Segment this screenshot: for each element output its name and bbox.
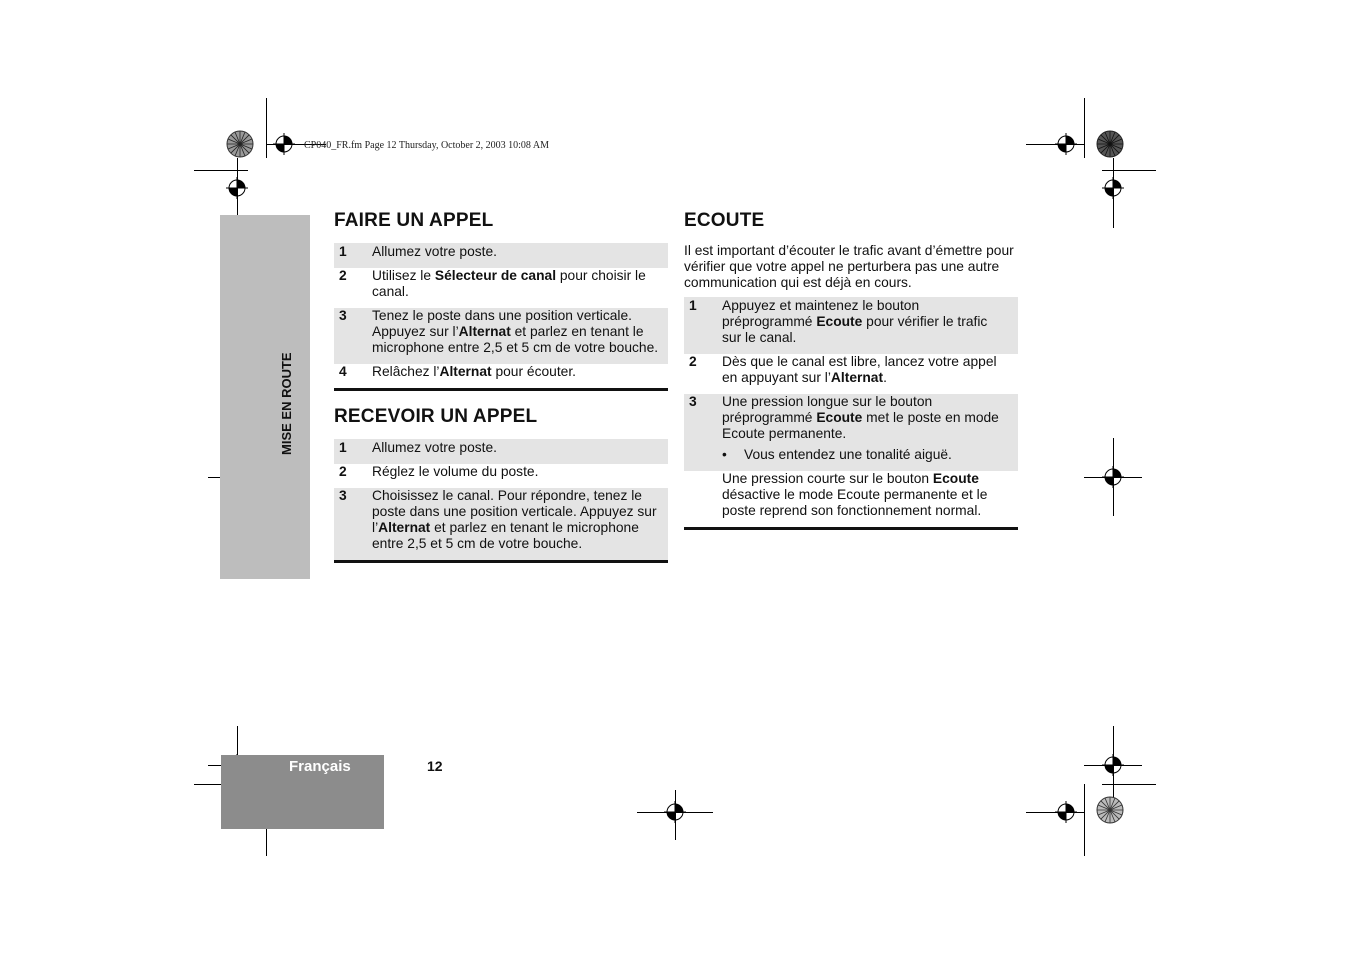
step-number: 3	[339, 488, 347, 503]
step-number: 1	[339, 244, 347, 259]
step-row	[334, 439, 668, 464]
side-tab	[220, 215, 310, 579]
crosshair-icon	[226, 177, 248, 199]
step-row	[334, 464, 668, 488]
steps-faire	[334, 243, 668, 391]
step-text: Réglez le volume du poste.	[372, 464, 539, 479]
bullet-mark: •	[722, 447, 727, 462]
step-number: 3	[689, 394, 697, 409]
step-row	[684, 394, 1018, 471]
step-row	[334, 364, 668, 388]
step-row	[334, 488, 668, 560]
crosshair-icon	[1055, 801, 1077, 823]
crosshair-icon	[1102, 466, 1124, 488]
step-text: Une pression courte sur le bouton Ecoute désactive le mode Ecoute permanente et le poste reprend son fonctionnement normal.	[722, 471, 988, 518]
step-text: Allumez votre poste.	[372, 440, 497, 455]
step-row	[334, 268, 668, 308]
crosshair-icon	[1102, 754, 1124, 776]
step-text: Appuyez et maintenez le bouton préprogrammé Ecoute pour vérifier le trafic sur le canal.	[722, 298, 988, 345]
footer-language: Français	[289, 758, 351, 775]
step-row	[334, 243, 668, 268]
step-number	[684, 471, 722, 519]
crosshair-icon	[1102, 177, 1124, 199]
starburst-icon	[226, 130, 254, 158]
step-row	[334, 308, 668, 364]
steps-recevoir	[334, 439, 668, 563]
page-number: 12	[427, 758, 443, 774]
starburst-icon	[1096, 796, 1124, 824]
step-number: 1	[689, 298, 697, 313]
step-text: Une pression longue sur le bouton préprogrammé Ecoute met le poste en mode Ecoute permanente. • Vous entendez une tonalité aiguë.	[722, 394, 1010, 463]
steps-ecoute	[684, 297, 1018, 530]
step-text: Tenez le poste dans une position verticale. Appuyez sur l’Alternat et parlez en tenant le microphone entre 2,5 et 5 cm de votre bouche.	[372, 308, 659, 355]
step-text: Utilisez le Sélecteur de canal pour choisir le canal.	[372, 268, 646, 299]
section-title-ecoute: ECOUTE	[684, 210, 765, 231]
crosshair-icon	[1055, 133, 1077, 155]
step-text: Dès que le canal est libre, lancez votre appel en appuyant sur l’Alternat.	[722, 354, 997, 385]
left-column	[334, 210, 668, 578]
section-title-recevoir: RECEVOIR UN APPEL	[334, 406, 538, 427]
step-row	[684, 354, 1018, 394]
side-tab-label: MISE EN ROUTE	[279, 352, 294, 455]
section-title-faire: FAIRE UN APPEL	[334, 210, 494, 231]
step-text: Choisissez le canal. Pour répondre, tenez le poste dans une position verticale. Appuyez sur l’Alternat et parlez en tenant le microphone entre 2,5 et 5 cm de votre bouche.	[372, 488, 657, 551]
step-number: 2	[339, 268, 347, 283]
ecoute-intro: Il est important d’écouter le trafic avant d’émettre pour vérifier que votre appel ne perturbera pas une autre communication qui est déjà en cours.	[684, 243, 1014, 290]
step-text: Allumez votre poste.	[372, 244, 497, 259]
step-row	[684, 471, 1018, 527]
step-number: 1	[339, 440, 347, 455]
crosshair-icon	[273, 133, 295, 155]
step-row	[684, 297, 1018, 354]
bullet-item	[722, 447, 1010, 463]
step-text: Relâchez l’Alternat pour écouter.	[372, 364, 576, 379]
step-number: 2	[339, 464, 347, 479]
right-column	[684, 210, 1018, 545]
step-number: 4	[339, 364, 347, 379]
file-header: CP040_FR.fm Page 12 Thursday, October 2, 2003 10:08 AM	[304, 140, 549, 151]
crosshair-icon	[664, 801, 686, 823]
bullet-text: Vous entendez une tonalité aiguë.	[744, 447, 952, 462]
step-number: 3	[339, 308, 347, 323]
starburst-icon	[1096, 130, 1124, 158]
step-number: 2	[689, 354, 697, 369]
